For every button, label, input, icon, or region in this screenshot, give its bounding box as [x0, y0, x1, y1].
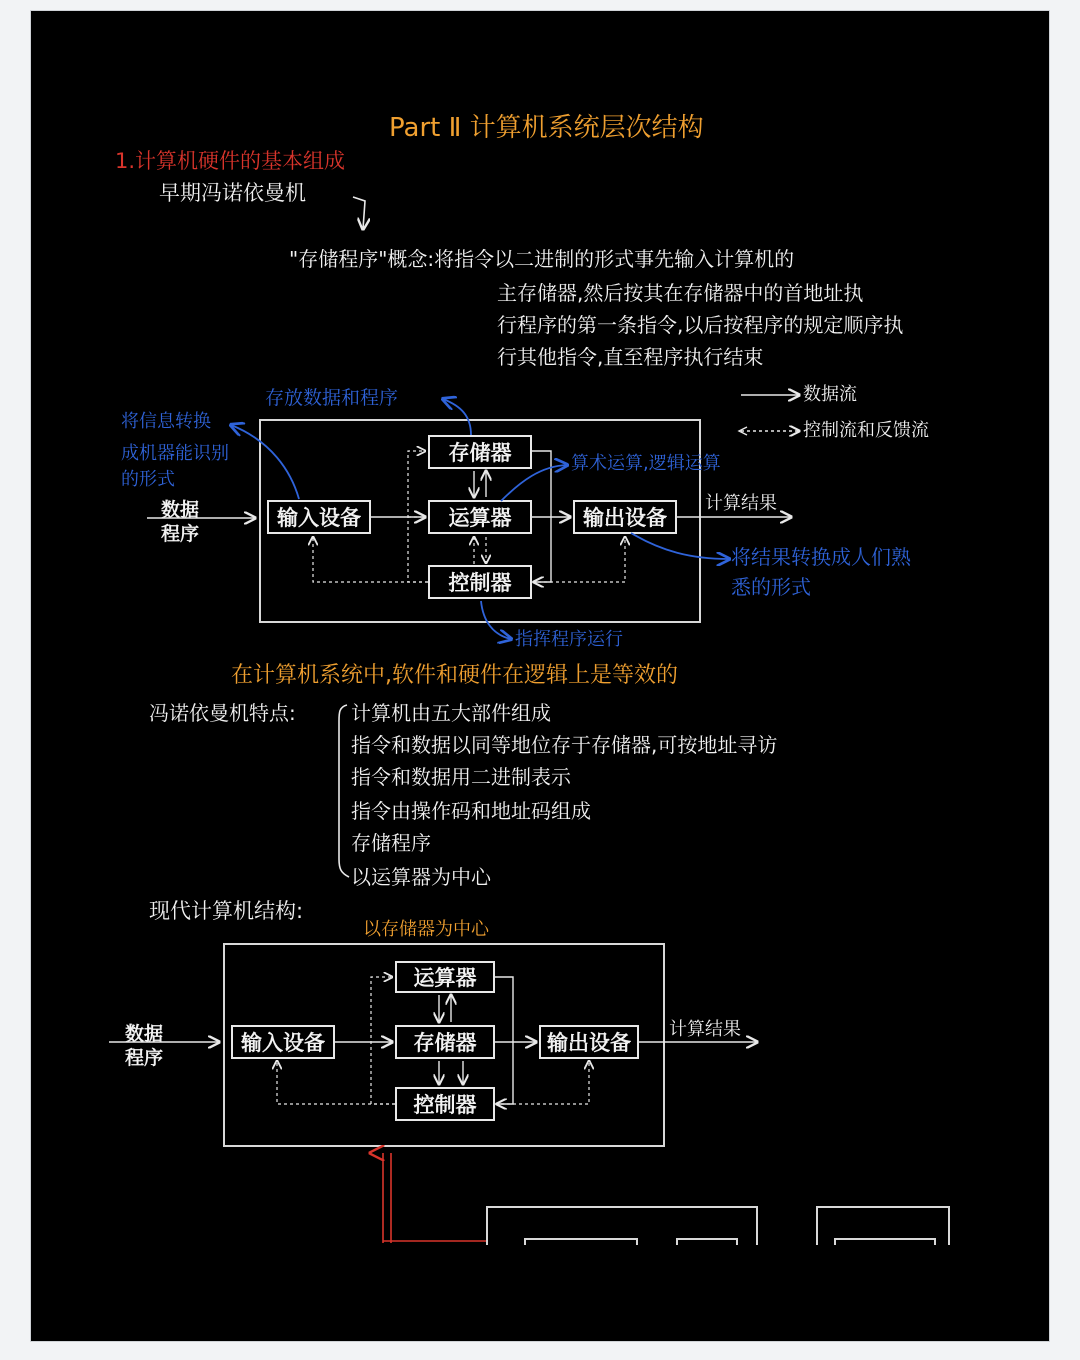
note-alu: 算术运算,逻辑运算	[571, 453, 721, 474]
note-convert-2: 成机器能识别	[121, 443, 229, 464]
note-convert-3: 的形式	[121, 469, 175, 490]
stored-program-line-1: "存储程序"概念:将指令以二进制的形式事先输入计算机的	[289, 247, 795, 271]
diagram2-result: 计算结果	[669, 1019, 741, 1040]
diagram1-controller-box: 控制器	[428, 565, 532, 599]
diagram1-alu-box: 运算器	[428, 500, 532, 534]
diagram2-output-box: 输出设备	[539, 1025, 639, 1059]
feature-item: 存储程序	[351, 831, 431, 855]
diagram2-input-box: 输入设备	[231, 1025, 335, 1059]
note-output-1: 将结果转换成人们熟	[731, 545, 911, 569]
diagram1-input-box: 输入设备	[267, 500, 371, 534]
diagram1-input-data: 数据	[161, 499, 200, 521]
legend-data-flow: 数据流	[803, 384, 857, 405]
note-convert-1: 将信息转换	[121, 411, 211, 432]
diagram2-center-note: 以存储器为中心	[363, 919, 489, 940]
notes-sheet	[30, 10, 1050, 1342]
stored-program-line-3: 行程序的第一条指令,以后按程序的规定顺序执	[497, 313, 904, 337]
diagram2-memory-box: 存储器	[395, 1025, 495, 1059]
diagram2-alu-box: 运算器	[395, 961, 495, 993]
modern-label: 现代计算机结构:	[149, 899, 304, 923]
diagram2-input-program: 程序	[125, 1047, 164, 1069]
diagram1-input-program: 程序	[161, 523, 200, 545]
note-controller: 指挥程序运行	[515, 629, 623, 650]
features-label: 冯诺依曼机特点:	[149, 701, 296, 725]
stored-program-line-4: 行其他指令,直至程序执行结束	[497, 345, 764, 369]
early-machine-label: 早期冯诺依曼机	[159, 181, 306, 205]
legend-control-flow: 控制流和反馈流	[803, 420, 929, 441]
feature-item: 指令和数据用二进制表示	[351, 765, 571, 789]
feature-item: 以运算器为中心	[351, 865, 491, 889]
feature-item: 指令和数据以同等地位存于存储器,可按地址寻访	[351, 733, 778, 757]
diagram1-result: 计算结果	[705, 493, 777, 514]
section-heading: 1.计算机硬件的基本组成	[115, 149, 346, 173]
connector-lines	[31, 11, 1050, 1342]
feature-item: 指令由操作码和地址码组成	[351, 799, 591, 823]
page-title: Part Ⅱ 计算机系统层次结构	[389, 113, 704, 143]
diagram1-output-box: 输出设备	[573, 500, 677, 534]
diagram2-input-data: 数据	[125, 1023, 164, 1045]
diagram1-memory-box: 存储器	[428, 435, 532, 469]
note-output-2: 悉的形式	[731, 575, 811, 599]
diagram2-controller-box: 控制器	[395, 1087, 495, 1121]
equivalence-note: 在计算机系统中,软件和硬件在逻辑上是等效的	[231, 663, 678, 688]
note-store-data: 存放数据和程序	[265, 387, 399, 409]
feature-item: 计算机由五大部件组成	[351, 701, 551, 725]
stored-program-line-2: 主存储器,然后按其在存储器中的首地址执	[497, 281, 864, 305]
